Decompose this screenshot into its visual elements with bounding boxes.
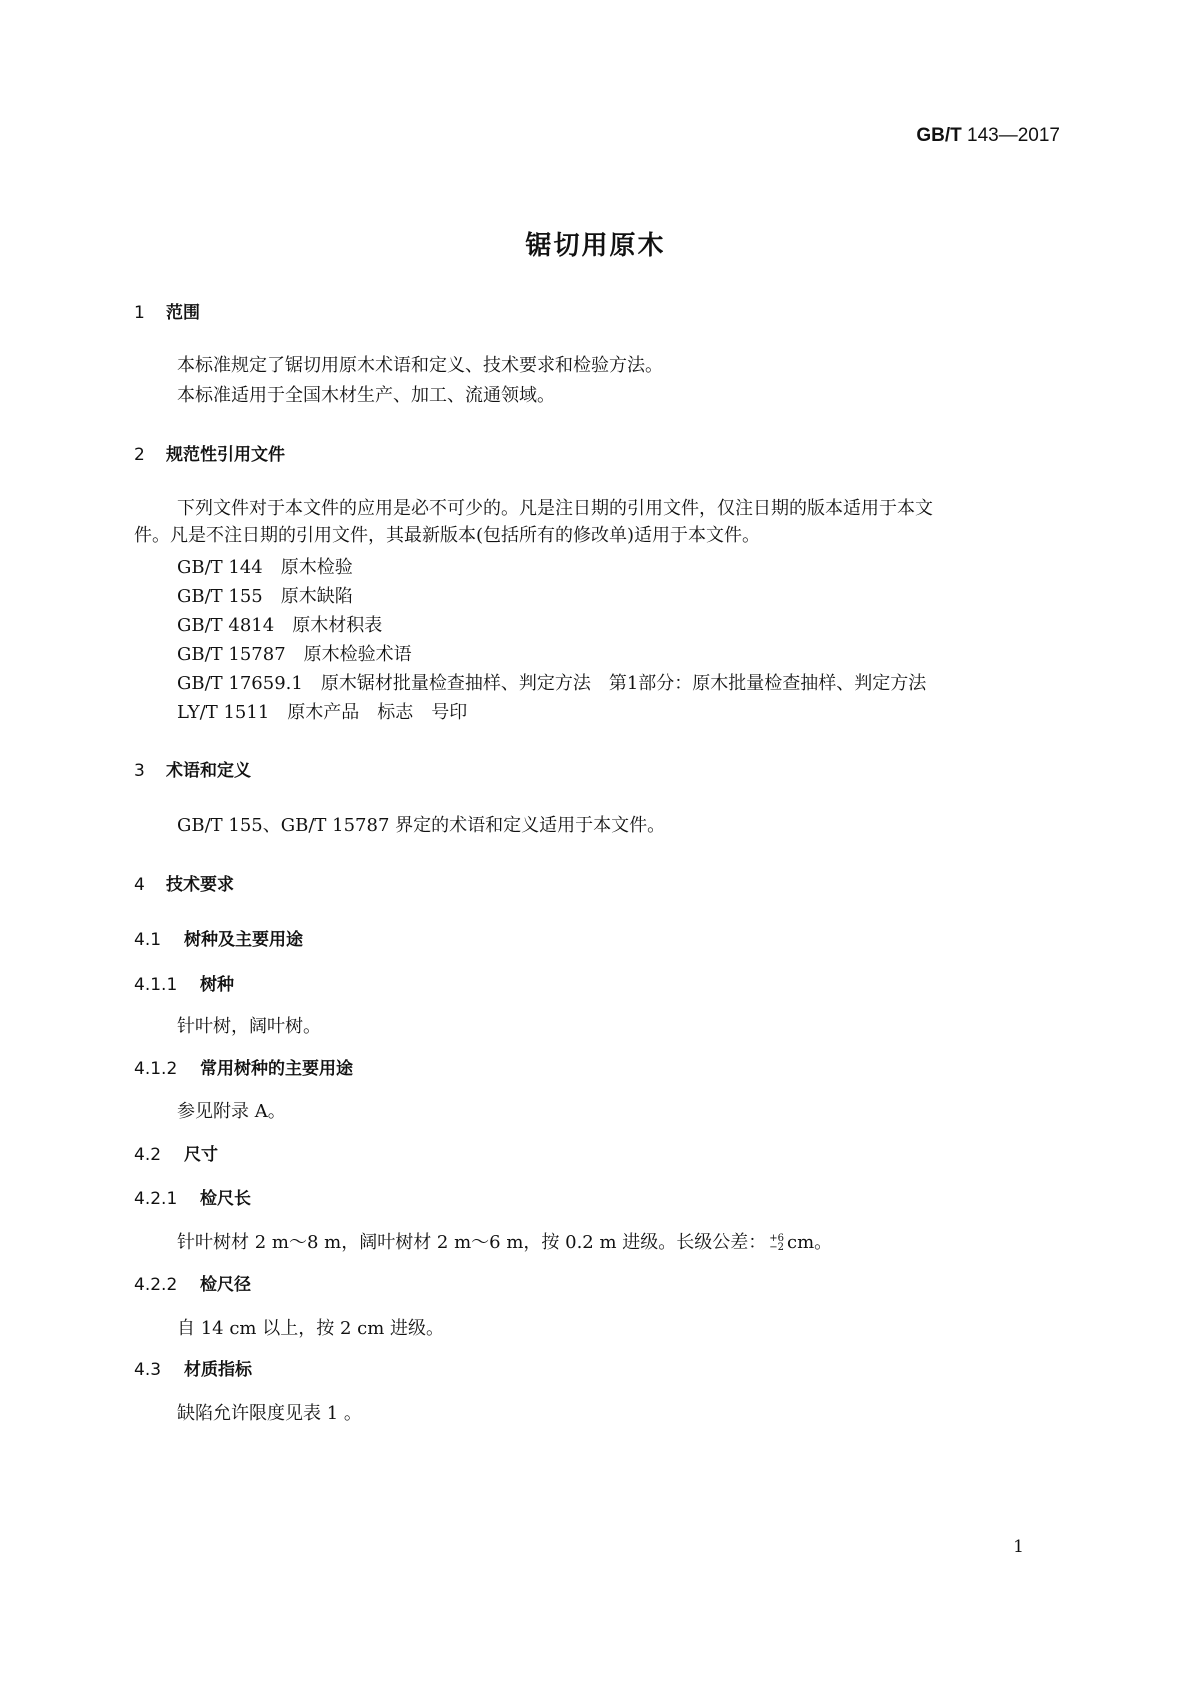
paragraph: 本标准规定了锯切用原木术语和定义、技术要求和检验方法。 xyxy=(177,355,663,376)
section-1-heading xyxy=(134,298,200,323)
tolerance-minus: −2 xyxy=(769,1242,785,1253)
normative-reference xyxy=(177,553,353,579)
section-4-2-2-heading xyxy=(134,1270,251,1295)
section-number: 4.2 xyxy=(134,1145,162,1165)
section-number: 4 xyxy=(134,875,145,895)
section-4-1-heading xyxy=(134,925,303,950)
standard-number: 143—2017 xyxy=(967,125,1060,146)
length-tolerance xyxy=(769,1234,784,1252)
paragraph: 缺陷允许限度见表 1 。 xyxy=(177,1403,362,1424)
reference-code: GB/T 155 xyxy=(177,586,263,607)
section-title: 规范性引用文件 xyxy=(166,445,285,465)
section-number: 4.1.2 xyxy=(134,1059,178,1079)
standard-code: GB/T xyxy=(916,125,962,146)
section-title: 常用树种的主要用途 xyxy=(200,1059,353,1079)
normative-reference xyxy=(177,582,353,608)
reference-title: 原木材积表 xyxy=(292,615,383,636)
section-title: 材质指标 xyxy=(184,1360,252,1380)
section-number: 3 xyxy=(134,761,145,781)
section-title: 检尺径 xyxy=(200,1275,251,1295)
section-number: 4.2.2 xyxy=(134,1275,178,1295)
page-number: 1 xyxy=(1013,1537,1024,1557)
section-number: 4.2.1 xyxy=(134,1189,178,1209)
paragraph: 下列文件对于本文件的应用是必不可少的。凡是注日期的引用文件，仅注日期的版本适用于本文 xyxy=(177,498,933,519)
paragraph: 针叶树，阔叶树。 xyxy=(177,1016,321,1037)
section-title: 技术要求 xyxy=(166,875,234,895)
reference-code: GB/T 17659.1 xyxy=(177,673,303,694)
reference-title: 原木产品 标志 号印 xyxy=(287,702,468,723)
paragraph: 参见附录 A。 xyxy=(177,1101,286,1122)
paragraph xyxy=(177,1228,832,1254)
section-title: 树种及主要用途 xyxy=(184,930,303,950)
paragraph: 件。凡是不注日期的引用文件，其最新版本(包括所有的修改单)适用于本文件。 xyxy=(134,525,761,546)
section-number: 4.1.1 xyxy=(134,975,178,995)
reference-title: 原木检验术语 xyxy=(303,644,412,665)
paragraph: 本标准适用于全国木材生产、加工、流通领域。 xyxy=(177,385,555,406)
section-title: 检尺长 xyxy=(200,1189,251,1209)
section-4-1-2-heading xyxy=(134,1054,353,1079)
normative-reference xyxy=(177,669,926,695)
section-4-2-1-heading xyxy=(134,1184,251,1209)
document-title: 锯切用原木 xyxy=(525,231,666,261)
section-4-1-1-heading xyxy=(134,970,234,995)
section-title: 范围 xyxy=(166,303,200,323)
section-number: 1 xyxy=(134,303,145,323)
paragraph-text: 针叶树材 2 m～8 m，阔叶树材 2 m～6 m，按 0.2 m 进级。长级公差： xyxy=(177,1232,767,1253)
reference-title: 原木锯材批量检查抽样、判定方法 第1部分：原木批量检查抽样、判定方法 xyxy=(320,673,927,694)
standard-number-header xyxy=(916,125,1060,147)
section-title: 术语和定义 xyxy=(166,761,251,781)
reference-code: GB/T 144 xyxy=(177,557,263,578)
section-2-heading xyxy=(134,440,285,465)
normative-reference xyxy=(177,698,467,724)
paragraph: GB/T 155、GB/T 15787 界定的术语和定义适用于本文件。 xyxy=(177,815,666,836)
section-4-heading xyxy=(134,870,234,895)
section-number: 4.3 xyxy=(134,1360,162,1380)
reference-code: GB/T 15787 xyxy=(177,644,286,665)
reference-title: 原木检验 xyxy=(280,557,353,578)
section-4-2-heading xyxy=(134,1140,218,1165)
tolerance-plus: +6 xyxy=(769,1233,785,1244)
tolerance-unit: cm。 xyxy=(787,1232,833,1253)
reference-code: LY/T 1511 xyxy=(177,702,270,723)
reference-title: 原木缺陷 xyxy=(280,586,353,607)
section-4-3-heading xyxy=(134,1355,252,1380)
reference-code: GB/T 4814 xyxy=(177,615,275,636)
paragraph: 自 14 cm 以上，按 2 cm 进级。 xyxy=(177,1318,444,1339)
normative-reference xyxy=(177,611,382,637)
section-title: 树种 xyxy=(200,975,234,995)
normative-reference xyxy=(177,640,412,666)
section-number: 2 xyxy=(134,445,145,465)
section-3-heading xyxy=(134,756,251,781)
section-number: 4.1 xyxy=(134,930,162,950)
section-title: 尺寸 xyxy=(184,1145,218,1165)
